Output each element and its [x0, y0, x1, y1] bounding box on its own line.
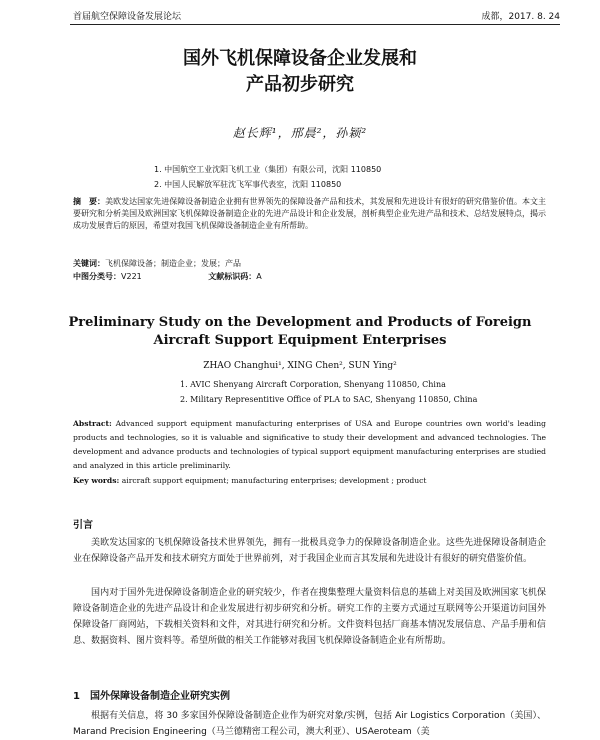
intro-paragraph-2: 国内对于国外先进保障设备制造企业的研究较少，作者在搜集整理大量资料信息的基础上对美国及欧洲国家飞机保障设备制造企业的先进产品设计和企业发展进行初步研究和分析。研究工作的主要方式通过互联网等公开渠道访问国外保障设备厂商网站，下载相关资料和文件，对其进行研究和分析。文件资料包括厂商基本情况发展信息、产品手册和信息、数据资料、图片资料等。希望所做的相关工作能够对我国飞机保障设备制造企业有所帮助。	[73, 588, 546, 646]
intro-paragraph-1: 美欧发达国家的飞机保障设备技术世界领先，拥有一批极具竞争力的保障设备制造企业。这些先进保障设备制造企业在保障设备产品开发和技术研究方面处于世界前列，对于我国企业而言其发展和先进设计有很好的研究借鉴价值。	[73, 538, 546, 564]
keywords-cn-text: 飞机保障设备；制造企业；发展；产品	[105, 259, 241, 268]
affiliation-cn-2: 2. 中国人民解放军驻沈飞军事代表室，沈阳 110850	[154, 180, 342, 189]
clc-value: V221	[121, 272, 142, 281]
title-en-line1: Preliminary Study on the Development and Products of Foreign	[68, 315, 532, 330]
abstract-cn-text: 美欧发达国家先进保障设备制造企业拥有世界领先的保障设备产品和技术，其发展和先进设计有很好的研究借鉴价值。本文主要研究和分析美国及欧洲国家飞机保障设备制造企业的先进产品设计和企业发展，剖析典型企业先进产品和技术、总结发展特点，揭示成功发展背后的原因，希望对我国飞机保障设备制造企业有所帮助。	[73, 197, 547, 230]
keywords-en	[73, 476, 426, 485]
authors-cn: 赵长辉¹，邢晨²，孙颖²	[232, 126, 368, 140]
running-header-left: 首届航空保障设备发展论坛	[73, 12, 182, 22]
section-intro-heading: 引言	[73, 520, 93, 531]
keywords-cn-label: 关键词：	[73, 259, 105, 268]
authors-en: ZHAO Changhui¹, XING Chen², SUN Ying²	[203, 361, 397, 371]
running-header-right: 成都，2017. 8. 24	[481, 12, 560, 22]
doc-code-label: 文献标识码：	[208, 272, 257, 281]
abstract-cn-label: 摘 要：	[73, 197, 106, 206]
keywords-en-text: aircraft support equipment; manufacturing enterprises; development ; product	[121, 476, 427, 485]
clc-label: 中图分类号：	[73, 272, 121, 281]
affiliation-en-1: 1. AVIC Shenyang Aircraft Corporation, Shenyang 110850, China	[180, 380, 446, 389]
keywords-en-label: Key words:	[73, 476, 120, 485]
title-cn-line1: 国外飞机保障设备企业发展和	[183, 48, 417, 69]
section-1-heading: 1 国外保障设备制造企业研究实例	[73, 691, 230, 702]
affiliation-en-2: 2. Military Representitive Office of PLA to SAC, Shenyang 110850, China	[180, 395, 478, 404]
section-1-paragraph-1: 根据有关信息，将 30 多家国外保障设备制造企业作为研究对象/实例，包括 Air Logistics Corporation（美国）、Marand Precision Engineering（马兰德精密工程公司，澳大利亚）、USAeroteam（美	[73, 711, 546, 737]
classification-cn	[73, 271, 326, 282]
abstract-cn	[73, 196, 546, 232]
doc-code	[208, 272, 293, 281]
title-cn-line2: 产品初步研究	[246, 74, 354, 95]
keywords-cn	[73, 258, 241, 269]
title-en-line2: Aircraft Support Equipment Enterprises	[153, 333, 447, 348]
affiliation-cn-1: 1. 中国航空工业沈阳飞机工业（集团）有限公司，沈阳 110850	[154, 165, 382, 174]
doc-code-value: A	[256, 272, 262, 281]
header-divider	[70, 24, 560, 25]
abstract-en-text: Advanced support equipment manufacturing enterprises of USA and Europe countries own world's leading products and technologies, so it is valuable and significative to study their development and advanced technologies. The development and advance products and technologies of typical support equipment manufacturing enterprises are studied and analyzed in this article preliminarily.	[73, 419, 546, 470]
clc-code	[73, 272, 174, 281]
abstract-en	[73, 417, 546, 473]
abstract-en-label: Abstract:	[73, 419, 112, 428]
